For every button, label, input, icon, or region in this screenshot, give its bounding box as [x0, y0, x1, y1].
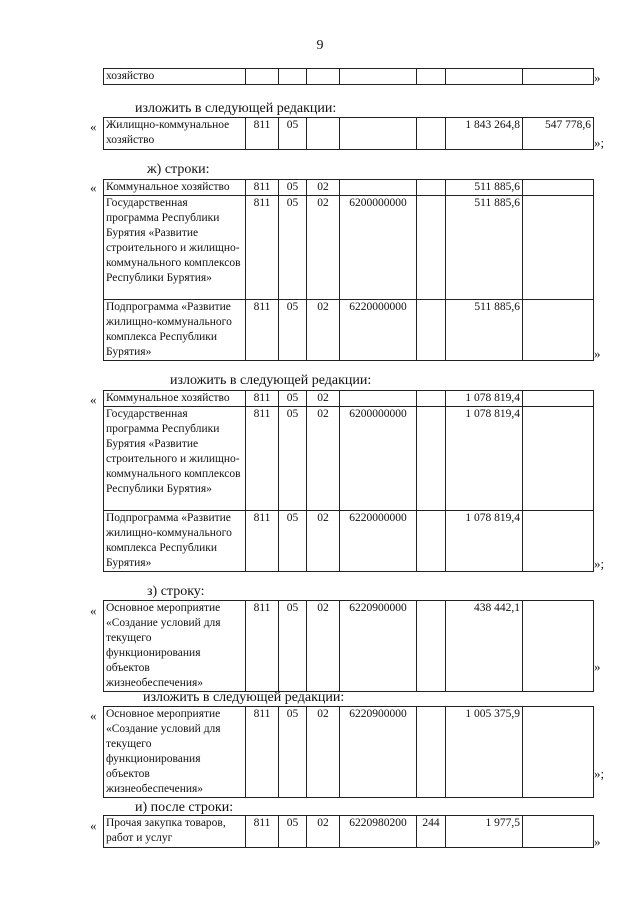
budget-table-6 [103, 815, 594, 848]
cell-amount-2 [523, 180, 594, 196]
quote-open: « [90, 119, 97, 134]
budget-table-5 [103, 706, 594, 798]
cell-name: Основное мероприятие «Создание условий для текущего функционирования объектов жизнеобеспечения» [104, 601, 246, 692]
cell-type [417, 118, 446, 150]
cell-section: 05 [279, 118, 307, 150]
cell-type: 244 [417, 816, 446, 848]
quote-open: « [90, 708, 97, 723]
quote-open: « [90, 392, 97, 407]
cell-subsection: 02 [307, 707, 340, 798]
budget-table-3 [103, 390, 594, 572]
cell-amount: 1 078 819,4 [446, 407, 523, 511]
cell-subsection: 02 [307, 300, 340, 361]
cell-type [417, 601, 446, 692]
quote-open: « [90, 603, 97, 618]
cell-amount [446, 69, 523, 85]
cell-name: Прочая закупка товаров, работ и услуг [104, 816, 246, 848]
cell-amount-2 [523, 707, 594, 798]
table-row [104, 601, 594, 692]
cell-target: 6200000000 [340, 407, 417, 511]
cell-code: 811 [246, 196, 279, 300]
cell-subsection: 02 [307, 511, 340, 572]
cell-subsection: 02 [307, 391, 340, 407]
cell-target: 6220900000 [340, 601, 417, 692]
quote-close: »; [594, 135, 605, 150]
cell-amount: 511 885,6 [446, 300, 523, 361]
cell-section: 05 [279, 391, 307, 407]
cell-amount: 1 843 264,8 [446, 118, 523, 150]
table-row [104, 118, 594, 150]
table-row [104, 69, 594, 85]
cell-target [340, 391, 417, 407]
cell-subsection: 02 [307, 816, 340, 848]
cell-name: Государственная программа Республики Бурятия «Развитие строительного и жилищно-коммунального комплексов Республики Бурятия» [104, 196, 246, 300]
table-row [104, 511, 594, 572]
cell-amount: 1 005 375,9 [446, 707, 523, 798]
cell-amount: 438 442,1 [446, 601, 523, 692]
cell-amount: 1 078 819,4 [446, 391, 523, 407]
budget-table-2 [103, 179, 594, 361]
table-row [104, 707, 594, 798]
cell-target: 6220980200 [340, 816, 417, 848]
cell-type [417, 300, 446, 361]
cell-name: хозяйство [104, 69, 246, 85]
cell-type [417, 196, 446, 300]
budget-table-1 [103, 117, 594, 150]
cell-section: 05 [279, 816, 307, 848]
cell-section: 05 [279, 180, 307, 196]
cell-name: Коммунальное хозяйство [104, 180, 246, 196]
cell-name: Подпрограмма «Развитие жилищно-коммунального комплекса Республики Бурятия» [104, 511, 246, 572]
cell-code: 811 [246, 707, 279, 798]
cell-code: 811 [246, 118, 279, 150]
cell-target: 6220000000 [340, 300, 417, 361]
cell-amount-2 [523, 196, 594, 300]
quote-close: » [594, 70, 601, 85]
heading-2: ж) строки: [147, 162, 210, 177]
quote-close: »; [594, 556, 605, 571]
heading-3: изложить в следующей редакции: [170, 373, 372, 388]
table-row [104, 196, 594, 300]
quote-close: » [594, 834, 601, 849]
cell-subsection [307, 69, 340, 85]
cell-type [417, 180, 446, 196]
cell-code: 811 [246, 391, 279, 407]
cell-target: 6200000000 [340, 196, 417, 300]
cell-code: 811 [246, 407, 279, 511]
heading-1: изложить в следующей редакции: [135, 101, 337, 116]
cell-code: 811 [246, 511, 279, 572]
cell-amount-2 [523, 816, 594, 848]
quote-close: »; [594, 766, 605, 781]
table-row [104, 180, 594, 196]
cell-subsection: 02 [307, 180, 340, 196]
cell-section: 05 [279, 511, 307, 572]
quote-open: « [90, 180, 97, 195]
cell-section [279, 69, 307, 85]
cell-target: 6220900000 [340, 707, 417, 798]
cell-type [417, 707, 446, 798]
cell-name: Государственная программа Республики Бурятия «Развитие строительного и жилищно-коммунального комплексов Республики Бурятия» [104, 407, 246, 511]
cell-subsection [307, 118, 340, 150]
cell-section: 05 [279, 707, 307, 798]
cell-code: 811 [246, 816, 279, 848]
cell-subsection: 02 [307, 601, 340, 692]
page-number: 9 [316, 38, 324, 53]
table-row [104, 391, 594, 407]
cell-type [417, 511, 446, 572]
cell-type [417, 407, 446, 511]
cell-amount-2 [523, 511, 594, 572]
heading-4: з) строку: [147, 584, 205, 599]
cell-section: 05 [279, 300, 307, 361]
cell-name: Подпрограмма «Развитие жилищно-коммунального комплекса Республики Бурятия» [104, 300, 246, 361]
cell-subsection: 02 [307, 196, 340, 300]
cell-code: 811 [246, 180, 279, 196]
cell-section: 05 [279, 196, 307, 300]
cell-target [340, 69, 417, 85]
cell-target [340, 180, 417, 196]
budget-table-4 [103, 600, 594, 692]
cell-target: 6220000000 [340, 511, 417, 572]
cell-amount: 511 885,6 [446, 196, 523, 300]
cell-section: 05 [279, 601, 307, 692]
quote-close: » [594, 346, 601, 361]
cell-name: Основное мероприятие «Создание условий для текущего функционирования объектов жизнеобеспечения» [104, 707, 246, 798]
cell-amount: 1 977,5 [446, 816, 523, 848]
heading-5: изложить в следующей редакции: [143, 690, 345, 705]
cell-code: 811 [246, 601, 279, 692]
cell-amount-2 [523, 601, 594, 692]
cell-subsection: 02 [307, 407, 340, 511]
cell-target [340, 118, 417, 150]
cell-amount: 1 078 819,4 [446, 511, 523, 572]
table-row [104, 300, 594, 361]
table-row [104, 407, 594, 511]
heading-6: и) после строки: [135, 800, 234, 815]
cell-code: 811 [246, 300, 279, 361]
quote-open: « [90, 818, 97, 833]
cell-name: Жилищно-коммунальное хозяйство [104, 118, 246, 150]
cell-code [246, 69, 279, 85]
cell-name: Коммунальное хозяйство [104, 391, 246, 407]
quote-close: » [594, 659, 601, 674]
cell-amount-2 [523, 407, 594, 511]
cell-amount-2 [523, 300, 594, 361]
cell-type [417, 391, 446, 407]
cell-amount-2 [523, 391, 594, 407]
budget-table-0 [103, 68, 594, 85]
cell-section: 05 [279, 407, 307, 511]
cell-amount: 511 885,6 [446, 180, 523, 196]
cell-amount-2: 547 778,6 [523, 118, 594, 150]
table-row [104, 816, 594, 848]
cell-amount-2 [523, 69, 594, 85]
cell-type [417, 69, 446, 85]
